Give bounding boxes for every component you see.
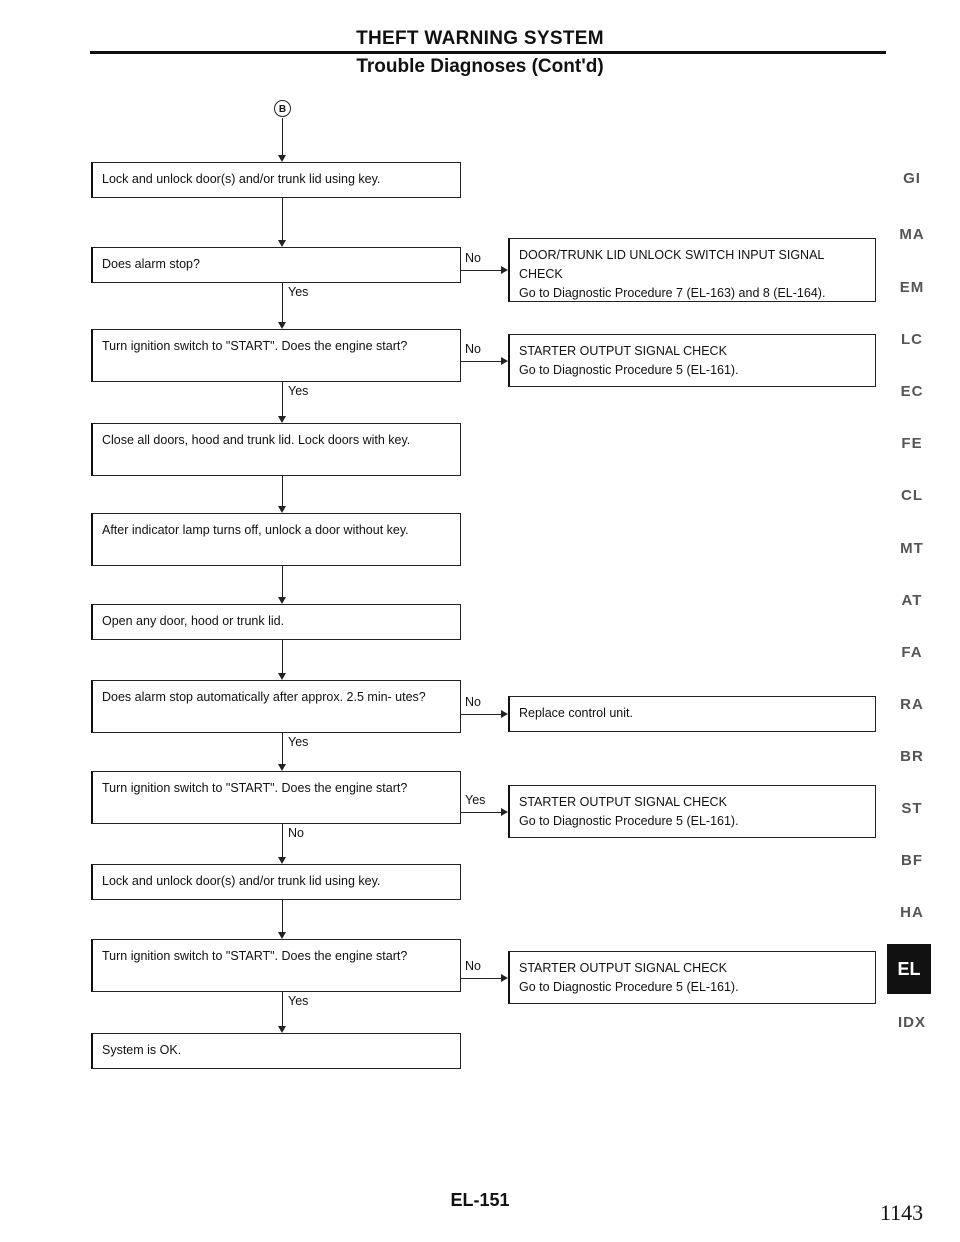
- step-box: After indicator lamp turns off, unlock a door without key.: [91, 513, 461, 566]
- yes-no-label: No: [465, 251, 481, 265]
- flow-line: [282, 992, 283, 1026]
- branch-line: [461, 978, 501, 979]
- step-box: Lock and unlock door(s) and/or trunk lid using key.: [91, 864, 461, 900]
- arrow-right: [501, 266, 508, 274]
- step-box: Lock and unlock door(s) and/or trunk lid using key.: [91, 162, 461, 198]
- arrow-down: [278, 322, 286, 329]
- yes-no-label: Yes: [465, 793, 486, 807]
- step-box: System is OK.: [91, 1033, 461, 1069]
- yes-no-label: Yes: [288, 735, 309, 749]
- side-tab: EL: [887, 944, 931, 994]
- flow-line: [282, 283, 283, 322]
- yes-no-label: No: [465, 959, 481, 973]
- page-title: THEFT WARNING SYSTEM: [356, 28, 604, 49]
- yes-no-label: Yes: [288, 994, 309, 1008]
- page-code: EL-151: [450, 1190, 510, 1210]
- arrow-down: [278, 155, 286, 162]
- page-number: 1143: [880, 1200, 924, 1225]
- step-box: Close all doors, hood and trunk lid. Lock doors with key.: [91, 423, 461, 476]
- side-tab: BR: [900, 748, 924, 765]
- branch-line: [461, 270, 501, 271]
- side-tab: MA: [899, 226, 925, 243]
- branch-box: Replace control unit.: [508, 696, 876, 732]
- title-rule: [90, 51, 886, 54]
- arrow-down: [278, 932, 286, 939]
- side-tab: MT: [900, 540, 924, 557]
- branch-line: [461, 714, 501, 715]
- yes-no-label: No: [288, 826, 304, 840]
- branch-box: DOOR/TRUNK LID UNLOCK SWITCH INPUT SIGNAL CHECK Go to Diagnostic Procedure 7 (EL-163) and 8 (EL-164).: [508, 238, 876, 302]
- side-tab: FE: [901, 435, 923, 452]
- arrow-right: [501, 974, 508, 982]
- flow-line: [282, 640, 283, 673]
- side-tab: GI: [903, 170, 921, 187]
- yes-no-label: No: [465, 342, 481, 356]
- step-box: Does alarm stop?: [91, 247, 461, 283]
- flow-line: [282, 733, 283, 764]
- branch-box: STARTER OUTPUT SIGNAL CHECK Go to Diagnostic Procedure 5 (EL-161).: [508, 951, 876, 1004]
- connector-line: [282, 118, 283, 155]
- step-box: Does alarm stop automatically after approx. 2.5 min- utes?: [91, 680, 461, 733]
- arrow-right: [501, 808, 508, 816]
- flow-line: [282, 566, 283, 597]
- connector-circle: B: [274, 100, 291, 117]
- side-tab: RA: [900, 696, 924, 713]
- branch-box: STARTER OUTPUT SIGNAL CHECK Go to Diagnostic Procedure 5 (EL-161).: [508, 334, 876, 387]
- arrow-right: [501, 357, 508, 365]
- branch-line: [461, 361, 501, 362]
- side-tab: EC: [900, 383, 924, 400]
- side-tab: HA: [900, 904, 924, 921]
- arrow-down: [278, 416, 286, 423]
- step-box: Turn ignition switch to "START". Does the engine start?: [91, 939, 461, 992]
- arrow-down: [278, 673, 286, 680]
- step-box: Open any door, hood or trunk lid.: [91, 604, 461, 640]
- flow-line: [282, 900, 283, 932]
- step-box: Turn ignition switch to "START". Does the engine start?: [91, 771, 461, 824]
- side-tab: EM: [899, 279, 925, 296]
- arrow-down: [278, 240, 286, 247]
- yes-no-label: Yes: [288, 384, 309, 398]
- yes-no-label: No: [465, 695, 481, 709]
- page-subtitle: Trouble Diagnoses (Cont'd): [356, 56, 604, 77]
- arrow-down: [278, 597, 286, 604]
- branch-box: STARTER OUTPUT SIGNAL CHECK Go to Diagnostic Procedure 5 (EL-161).: [508, 785, 876, 838]
- arrow-down: [278, 506, 286, 513]
- flow-line: [282, 476, 283, 506]
- side-tab: ST: [901, 800, 923, 817]
- side-tab: FA: [901, 644, 923, 661]
- flow-line: [282, 198, 283, 240]
- flow-line: [282, 382, 283, 416]
- branch-line: [461, 812, 501, 813]
- side-tab: BF: [901, 852, 923, 869]
- yes-no-label: Yes: [288, 285, 309, 299]
- arrow-down: [278, 1026, 286, 1033]
- arrow-right: [501, 710, 508, 718]
- arrow-down: [278, 857, 286, 864]
- side-tab: LC: [901, 331, 923, 348]
- side-tab: CL: [901, 487, 923, 504]
- step-box: Turn ignition switch to "START". Does the engine start?: [91, 329, 461, 382]
- side-tab: IDX: [897, 1014, 926, 1031]
- flow-line: [282, 824, 283, 857]
- arrow-down: [278, 764, 286, 771]
- side-tab: AT: [901, 592, 923, 609]
